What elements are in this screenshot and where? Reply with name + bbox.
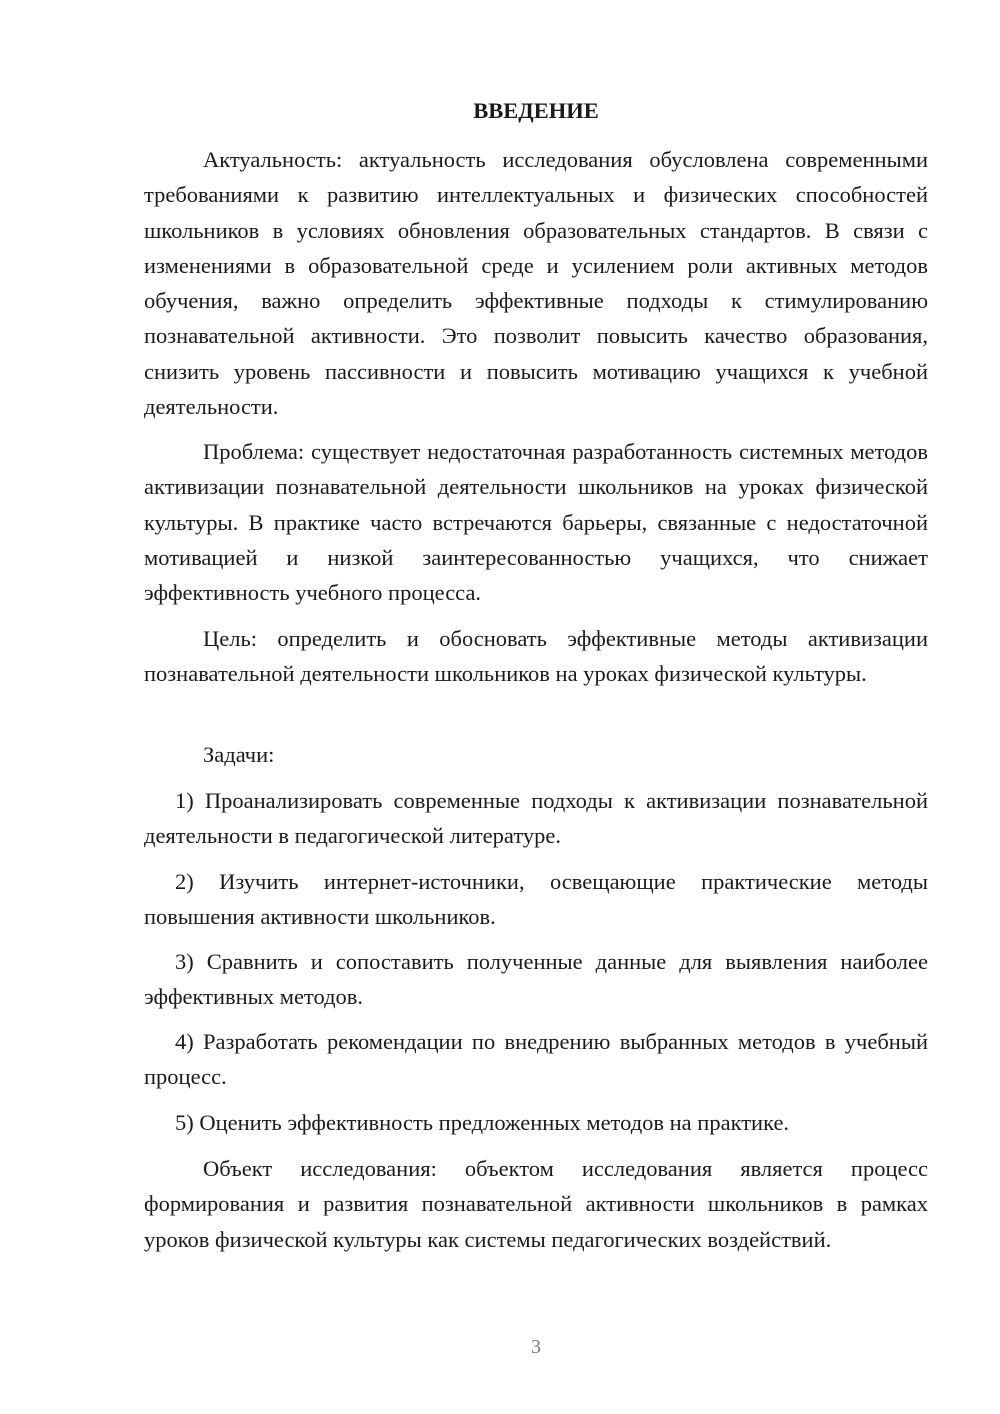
tasks-heading: Задачи: xyxy=(203,742,275,767)
problem-paragraph: Проблема: существует недостаточная разработанность системных методов активизации познавательной деятельности школьников на уроках физической культуры. В практике часто встречаются барьеры, связанные с недостаточной мотивацией и низкой заинтересованностью учащихся, что снижает эффективность учебного процесса. xyxy=(144,439,928,606)
page-title: ВВЕДЕНИЕ xyxy=(473,98,599,123)
task-item-4: 4) Разработать рекомендации по внедрению выбранных методов в учебный процесс. xyxy=(144,1029,928,1090)
task-item-3: 3) Сравнить и сопоставить полученные данные для выявления наиболее эффективных методов. xyxy=(144,949,928,1010)
page-number: 3 xyxy=(531,1336,541,1358)
goal-paragraph: Цель: определить и обосновать эффективные методы активизации познавательной деятельности школьников на уроках физической культуры. xyxy=(144,626,928,687)
relevance-paragraph: Актуальность: актуальность исследования обусловлена современными требованиями к развитию интеллектуальных и физических способностей школьников в условиях обновления образовательных стандартов. В связи с изменениями в образовательной среде и усилением роли активных методов обучения, важно определить эффективные подходы к стимулированию познавательной активности. Это позволит повысить качество образования, снизить уровень пассивности и повысить мотивацию учащихся к учебной деятельности. xyxy=(144,147,928,420)
task-item-5: 5) Оценить эффективность предложенных методов на практике. xyxy=(175,1110,790,1135)
task-item-2: 2) Изучить интернет-источники, освещающие практические методы повышения активности школьников. xyxy=(144,869,928,930)
task-item-1: 1) Проанализировать современные подходы к активизации познавательной деятельности в педагогической литературе. xyxy=(144,788,928,849)
object-paragraph: Объект исследования: объектом исследования является процесс формирования и развития познавательной активности школьников в рамках уроков физической культуры как системы педагогических воздействий. xyxy=(144,1156,928,1252)
